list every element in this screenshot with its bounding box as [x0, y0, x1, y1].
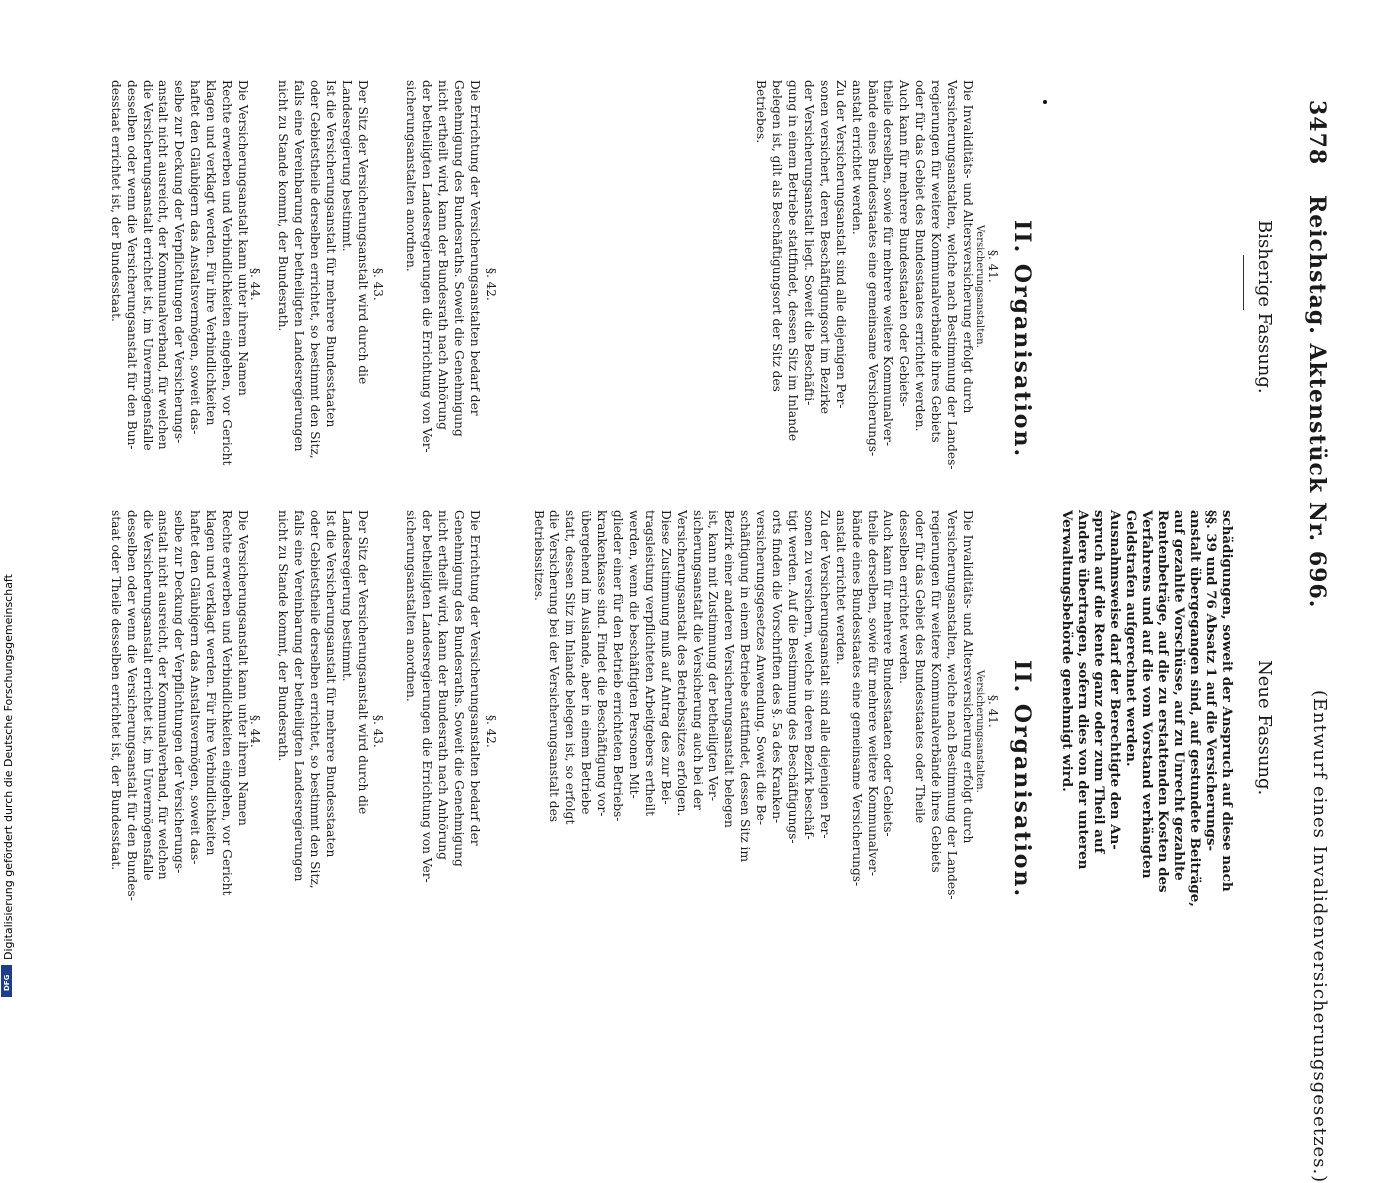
text-line: Die Invaliditäts- und Altersversicherung erfolgt durch — [961, 510, 975, 844]
text-line: die Versicherungsanstalt errichtet ist, im Unvermögensfalle — [140, 80, 155, 451]
right-p41-heading: §. 41. — [986, 695, 1000, 728]
text-line: ist, kann mit Zustimmung der betheiligten Ver- — [706, 510, 721, 801]
text-line: Genehmigung des Bundesraths. Soweit die Genehmigung — [452, 510, 467, 867]
text-line: Landesregierung bestimmt. — [340, 510, 355, 682]
right-p42-text — [402, 510, 482, 930]
text-line: auf gezahlte Vorschüsse, auf zu Unrecht gezahlte — [1171, 510, 1187, 881]
bullet-mark — [1043, 100, 1047, 104]
text-line: oder für das Gebiet des Bundesstaates errichtet werden. — [913, 80, 928, 432]
text-line: theile derselben, sowie für mehrere weitere Kommunalver- — [865, 510, 880, 876]
text-line: falls eine Vereinbarung der betheiligten Landesregierungen — [292, 510, 307, 882]
text-line: Die Errichtung der Versicherungsanstalten bedarf der — [468, 80, 482, 416]
text-line: anstalt übergegangen sind, auf gestundete Beiträge, — [1187, 510, 1203, 907]
text-line: falls eine Vereinbarung der betheiligten Landesregierungen — [292, 80, 307, 452]
text-line: staat oder Theile desselben errichtet ist, der Bundesstaat. — [108, 510, 123, 871]
text-line: Rechte erwerben und Verbindlichkeiten eingehen, vor Gericht — [220, 510, 235, 896]
text-line: Versicherungsanstalten, welche nach Bestimmung der Landes- — [945, 80, 960, 470]
text-line: spruch auf die Rente ganz oder zum Theil auf — [1091, 510, 1107, 854]
text-line: Landesregierung bestimmt. — [340, 80, 355, 252]
text-line: versicherungsgesetzes Anwendung. Soweit die Be- — [754, 510, 769, 825]
text-line: Betriebssitzes. — [531, 510, 546, 601]
text-line: der betheiligten Landesregierungen die Errichtung von Ver- — [420, 510, 435, 883]
text-line: Die Invaliditäts- und Altersversicherung erfolgt durch — [961, 80, 975, 414]
text-line: Der Sitz der Versicherungsanstalt wird durch die — [356, 510, 370, 815]
text-line: regierungen für weitere Kommunalverbände ihres Gebiets — [929, 80, 944, 443]
right-p43-text — [275, 510, 370, 930]
left-p41-heading: §. 41. — [986, 250, 1000, 283]
text-line: anstalt nicht ausreicht, der Kommunalverband, für welchen — [156, 510, 171, 880]
text-line: Ist die Versicherungsanstalt für mehrere Bundesstaaten — [324, 510, 339, 858]
text-line: Genehmigung des Bundesraths. Soweit die Genehmigung — [452, 80, 467, 437]
text-line: Geldstrafen aufgerechnet werden. — [1123, 510, 1139, 767]
text-line: Zu der Versicherungsanstalt sind alle diejenigen Per- — [833, 80, 848, 409]
dfg-logo: DFG — [1, 965, 12, 997]
text-line: desselben oder wenn die Versicherungsanstalt für den Bundes- — [124, 510, 139, 901]
text-line: übergehend im Auslande, aber in einem Betriebe — [579, 510, 594, 815]
page-subtitle: (Entwurf eines Invalidenversicherungsgesetzes.) — [1309, 690, 1330, 1183]
right-p44-heading: §. 44. — [248, 715, 262, 748]
text-line: Rechte erwerben und Verbindlichkeiten eingehen, vor Gericht — [220, 80, 235, 466]
text-line: selbe zur Deckung der Verpflichtungen der Versicherungs- — [172, 80, 187, 444]
text-line: klagen und verklagt werden. Für ihre Verbindlichkeiten — [204, 80, 219, 426]
text-line: nicht zu Stande kommt, der Bundesrath. — [276, 80, 291, 332]
page-number: 3478 — [1304, 100, 1330, 166]
text-line: Ausnahmsweise darf der Berechtigte den An- — [1107, 510, 1123, 850]
text-line: haftet den Gläubigern das Anstaltsvermögen, soweit das- — [188, 80, 203, 435]
text-line: sicherungsanstalt die Versicherung auch bei der — [690, 510, 705, 810]
text-line: Der Sitz der Versicherungsanstalt wird durch die — [356, 80, 370, 385]
text-line: desselben errichtet werden. — [897, 510, 912, 684]
page-title: Reichstag. Aktenstück Nr. 696. — [1304, 195, 1330, 609]
text-line: werden, wenn die beschäftigten Personen Mit- — [626, 510, 641, 799]
text-line: Zu der Versicherungsanstalt sind alle diejenigen Per- — [817, 510, 832, 839]
text-line: haftet den Gläubigern das Anstaltsvermögen, soweit das- — [188, 510, 203, 865]
left-p43-heading: §. 43. — [371, 268, 385, 301]
right-p43-heading: §. 43. — [371, 715, 385, 748]
text-line: selbe zur Deckung der Verpflichtungen der Versicherungs- — [172, 510, 187, 874]
text-line: gung in einem Betriebe stattfindet, dessen Sitz im Inlande — [786, 80, 801, 442]
text-line: Verwaltungsbehörde genehmigt wird. — [1059, 510, 1075, 792]
text-line: die Versicherung bei der Versicherungsanstalt des — [547, 510, 562, 823]
text-line: anstalt errichtet werden. — [849, 80, 864, 235]
text-line: sicherungsanstalten anordnen. — [404, 80, 419, 272]
text-line: anstalt errichtet werden. — [833, 510, 848, 665]
digitization-credit: Digitalisierung gefördert durch die Deutsche Forschungsgemeinschaft — [2, 574, 15, 960]
text-line: Betriebes. — [754, 80, 769, 144]
text-line: nicht zu Stande kommt, der Bundesrath. — [276, 510, 291, 762]
text-line: Die Errichtung der Versicherungsanstalten bedarf der — [468, 510, 482, 846]
right-column-heading: Neue Fassung. — [1254, 660, 1275, 796]
text-line: Rentenbeträge, auf die zu erstattenden Kosten des — [1155, 510, 1171, 893]
text-line: Bezirk einer anderen Versicherungsanstalt belegen — [722, 510, 737, 828]
left-section-heading: II. Organisation. — [1009, 220, 1035, 459]
text-line: nicht ertheilt wird, kann der Bundesrath nach Anhörung — [436, 80, 451, 430]
text-line: Auch kann für mehrere Bundesstaaten oder Gebiets- — [897, 80, 912, 407]
left-p41-text — [752, 80, 975, 495]
text-line: der Versicherungsanstalt liegt. Soweit die Beschäfti- — [801, 80, 816, 406]
text-line: orts finden die Vorschriften des §. 5a des Kranken- — [770, 510, 785, 824]
text-line: Auch kann für mehrere Bundesstaaten oder Gebiets- — [881, 510, 896, 837]
text-line: Diese Zustimmung muß auf Antrag des zur Bei- — [658, 510, 673, 805]
right-intro-text — [1059, 510, 1235, 930]
text-line: oder Gebietstheile derselben errichtet, so bestimmt den Sitz, — [308, 80, 323, 459]
text-line: Andere übertragen, sofern dies von der unteren — [1075, 510, 1091, 870]
text-line: oder Gebietstheile derselben errichtet, so bestimmt den Sitz, — [308, 510, 323, 889]
right-p41-text — [530, 510, 975, 930]
text-line: die Versicherungsanstalt errichtet ist, im Unvermögensfalle — [140, 510, 155, 881]
left-heading-rule — [1243, 255, 1244, 310]
text-line: tragsleistung verpflichteten Arbeitgebers ertheilt — [642, 510, 657, 817]
text-line: der betheiligten Landesregierungen die Errichtung von Ver- — [420, 80, 435, 453]
text-line: Versicherungsanstalt des Betriebssitzes erfolgen. — [674, 510, 689, 817]
left-p44-text — [107, 80, 250, 495]
text-line: belegen ist, gilt als Beschäftigungsort der Sitz des — [770, 80, 785, 392]
text-line: Die Versicherungsanstalt kann unter ihrem Namen — [236, 510, 250, 826]
text-line: desselben oder wenn die Versicherungsanstalt für den Bun- — [124, 80, 139, 450]
text-line: statt, dessen Sitz im Inlande belegen ist, so erfolgt — [563, 510, 578, 825]
text-line: nicht ertheilt wird, kann der Bundesrath nach Anhörung — [436, 510, 451, 860]
text-line: Die Versicherungsanstalt kann unter ihrem Namen — [236, 80, 250, 396]
text-line: sonen versichert, deren Beschäftigungsort im Bezirke — [817, 80, 832, 414]
text-line: Versicherungsanstalten, welche nach Bestimmung der Landes- — [945, 510, 960, 900]
right-p41-subheading: Versicherungsanstalten. — [974, 670, 985, 793]
left-p44-heading: §. 44. — [248, 268, 262, 301]
text-line: tigt werden. Auf die Bestimmung des Beschäftigungs- — [786, 510, 801, 844]
text-line: sonen zu versichern, welche in deren Bezirk beschäf- — [801, 510, 816, 840]
text-line: schäftigung in einem Betriebe stattfindet, dessen Sitz im — [738, 510, 753, 862]
text-line: bände eines Bundesstaates eine gemeinsame Versicherungs- — [865, 80, 880, 457]
text-line: regierungen für weitere Kommunalverbände ihres Gebiets — [929, 510, 944, 873]
text-line: §§. 39 und 76 Absatz 1 auf die Versicherungs- — [1203, 510, 1219, 852]
right-section-heading: II. Organisation. — [1009, 660, 1035, 899]
text-line: klagen und verklagt werden. Für ihre Verbindlichkeiten — [204, 510, 219, 856]
left-p43-text — [275, 80, 370, 495]
left-p42-heading: §. 42. — [484, 268, 498, 301]
left-p41-subheading: Versicherungsanstalten. — [974, 225, 985, 348]
text-line: krankenkasse sind. Findet die Beschäftigung vor- — [595, 510, 610, 817]
text-line: schädigungen, soweit der Anspruch auf diese nach — [1219, 510, 1235, 892]
text-line: anstalt nicht ausreicht, der Kommunalverband, für welchen — [156, 80, 171, 450]
text-line: sicherungsanstalten anordnen. — [404, 510, 419, 702]
text-line: oder für das Gebiet des Bundesstaates oder Theile — [913, 510, 928, 824]
text-line: Verfahrens und auf die vom Vorstand verhängten — [1139, 510, 1155, 879]
left-p42-text — [402, 80, 482, 495]
text-line: glieder einer für den Betrieb errichteten Betriebs- — [611, 510, 626, 822]
text-line: desstaat errichtet ist, der Bundesstaat. — [108, 80, 123, 322]
text-line: bände eines Bundesstaates eine gemeinsame Versicherungs- — [849, 510, 864, 887]
text-line: Ist die Versicherungsanstalt für mehrere Bundesstaaten — [324, 80, 339, 428]
right-p44-text — [107, 510, 250, 930]
left-column-heading: Bisherige Fassung. — [1254, 220, 1275, 394]
right-p42-heading: §. 42. — [484, 715, 498, 748]
text-line: theile derselben, sowie für mehrere weitere Kommunalver- — [881, 80, 896, 446]
